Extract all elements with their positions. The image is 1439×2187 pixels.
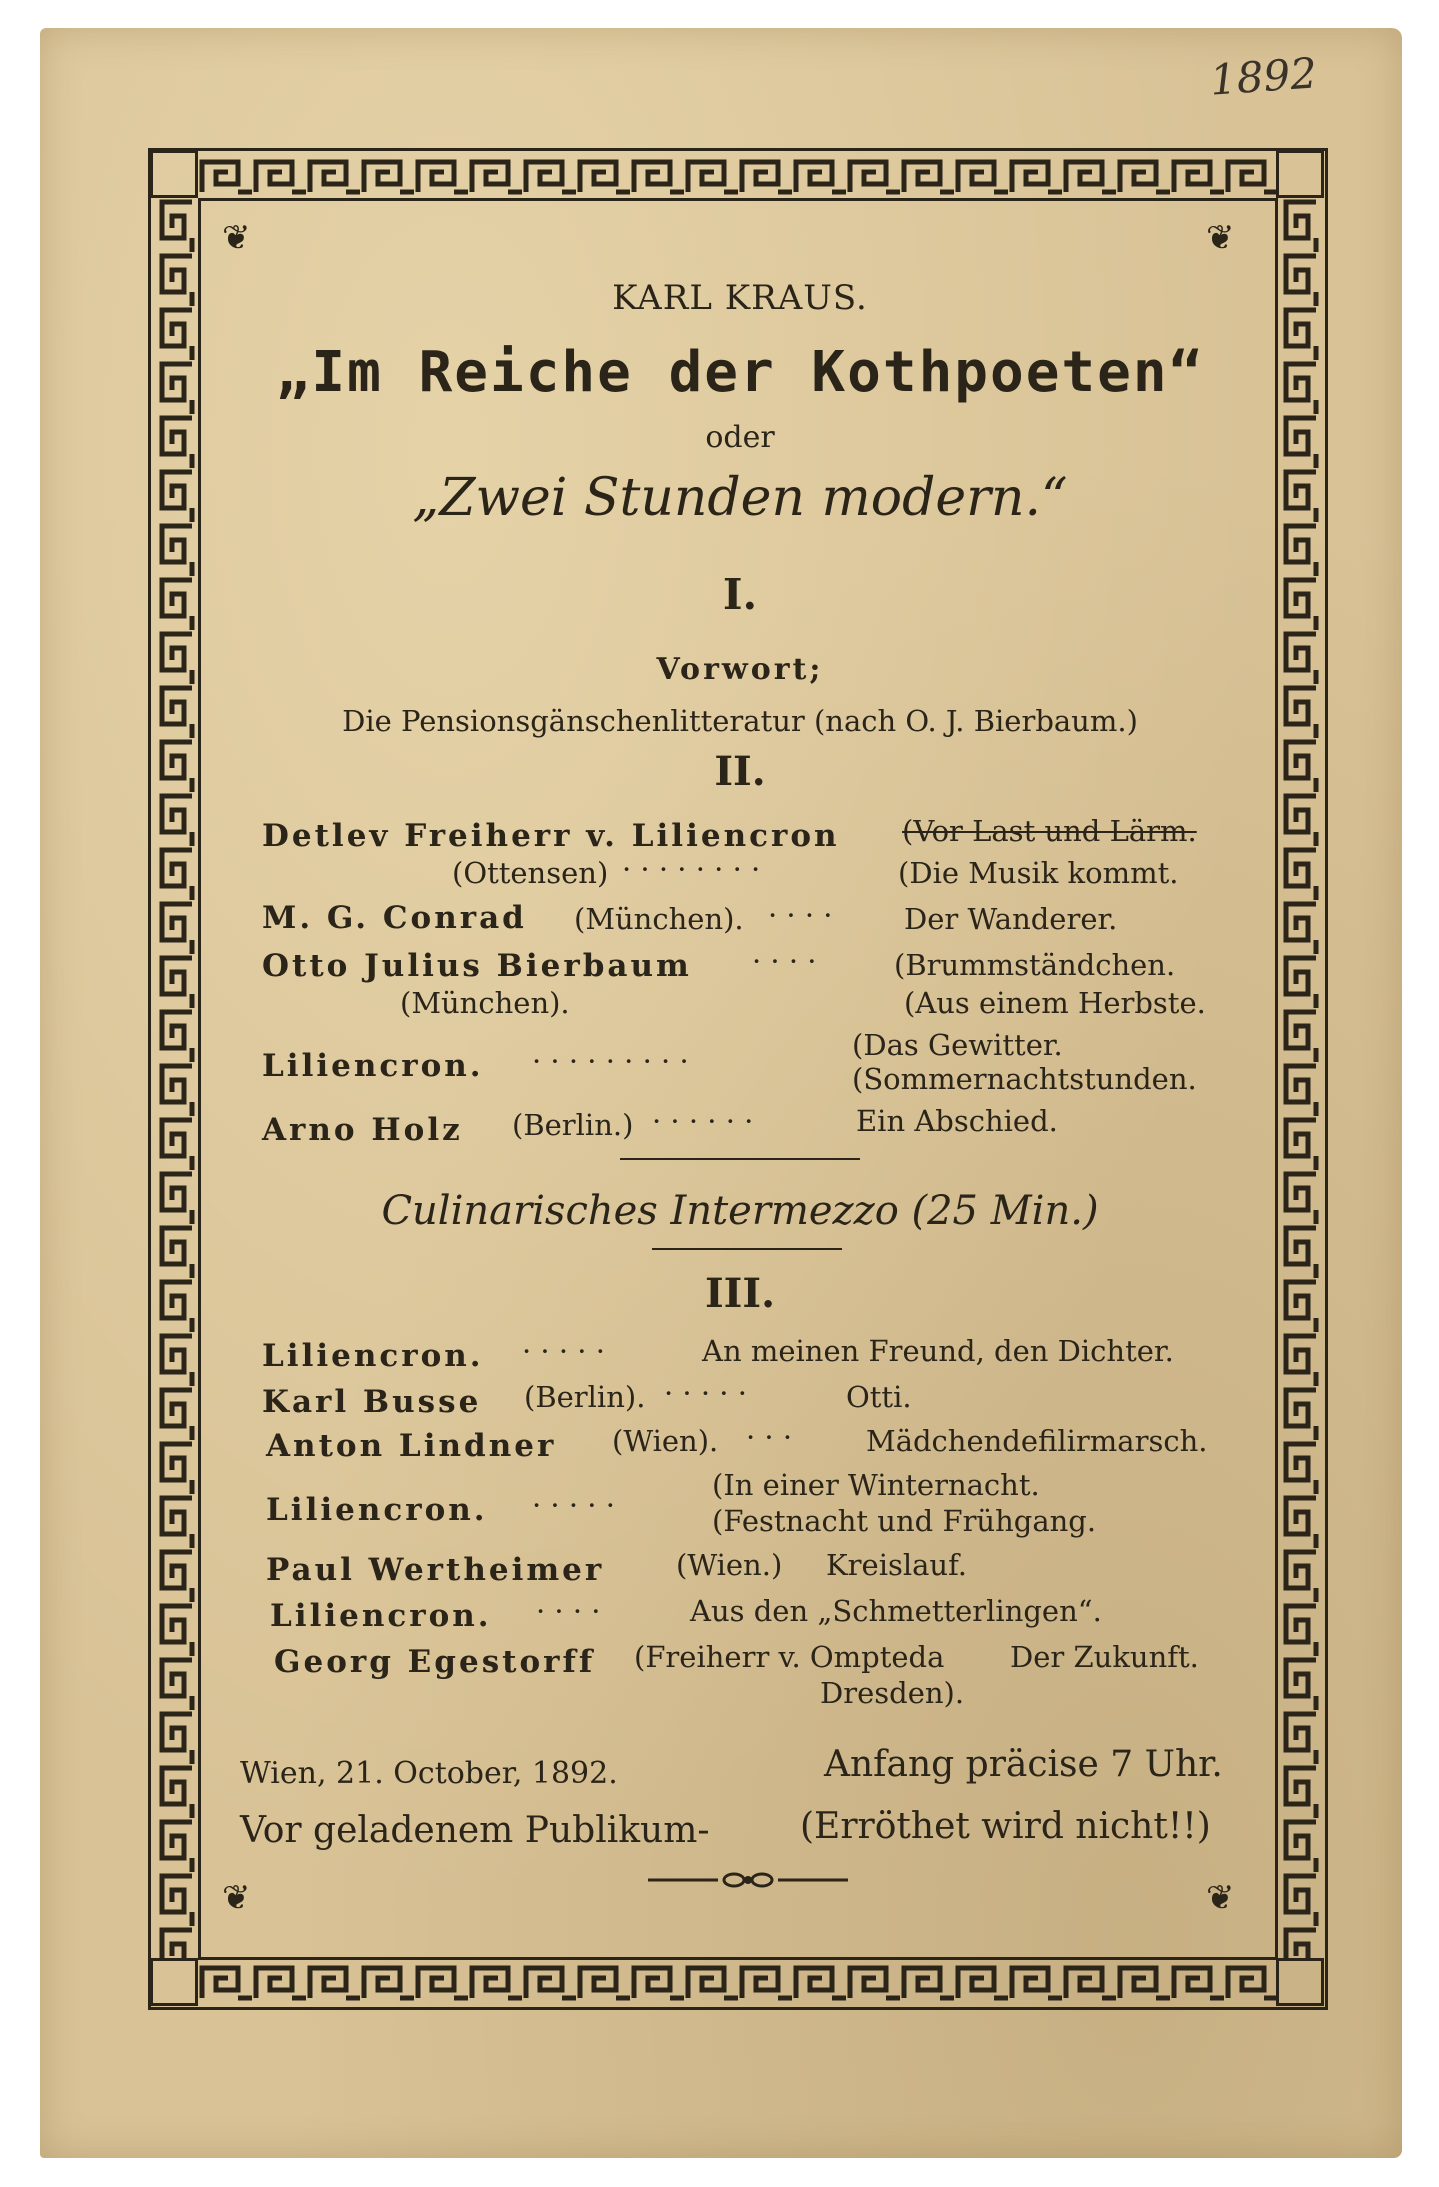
work-title: (Aus einem Herbste.	[904, 986, 1206, 1020]
fleuron-icon-top-left: ❦	[222, 218, 251, 258]
work-title: An meinen Freund, den Dichter.	[702, 1334, 1174, 1368]
leader-dots: · · · · · ·	[652, 1104, 754, 1138]
subtitle: „Zwei Stunden modern.“	[412, 468, 1068, 528]
work-title: Kreislauf.	[826, 1548, 968, 1582]
poet-name: Liliencron.	[270, 1598, 492, 1634]
work-title: (Vor Last und Lärm.	[902, 814, 1197, 848]
poet-name: Otto Julius Bierbaum	[262, 948, 692, 984]
tailpiece-ornament	[648, 1868, 848, 1892]
fleuron-icon-bottom-right: ❦	[1206, 1878, 1235, 1918]
intermezzo-heading: Culinarisches Intermezzo (25 Min.)	[381, 1188, 1099, 1234]
meander-border-left	[154, 198, 198, 1960]
poet-origin: (München).	[574, 902, 744, 936]
blush-note: (Erröthet wird nicht!!)	[800, 1806, 1211, 1847]
poet-name: Georg Egestorff	[274, 1644, 596, 1680]
poet-name: Liliencron.	[266, 1492, 488, 1528]
title-connector: oder	[705, 420, 775, 455]
part-one-line: Die Pensionsgänschenlitteratur (nach O. J. Bierbaum.)	[342, 704, 1138, 738]
work-title: Mädchendefilirmarsch.	[866, 1424, 1208, 1458]
work-title: Der Zukunft.	[1010, 1640, 1199, 1674]
work-title: Otti.	[846, 1380, 912, 1414]
poet-name: Liliencron.	[262, 1338, 484, 1374]
poet-name: Paul Wertheimer	[266, 1552, 605, 1588]
poet-name: Detlev Freiherr v. Liliencron	[262, 818, 840, 854]
poet-origin: (Berlin).	[524, 1380, 646, 1414]
leader-dots: · · · · ·	[664, 1376, 747, 1410]
part-three-numeral: III.	[704, 1270, 776, 1317]
leader-dots: · · ·	[746, 1420, 793, 1454]
leader-dots: · · · · ·	[522, 1334, 605, 1368]
work-title: (Festnacht und Frühgang.	[712, 1504, 1097, 1538]
part-one-heading: Vorwort;	[656, 652, 824, 687]
handwritten-year: 1892	[1208, 48, 1319, 105]
fleuron-icon-top-right: ❦	[1206, 218, 1235, 258]
part-two-numeral: II.	[714, 748, 766, 795]
work-title: (Das Gewitter.	[852, 1028, 1063, 1062]
poet-name: Karl Busse	[262, 1384, 482, 1420]
fleuron-icon-bottom-left: ❦	[222, 1878, 251, 1918]
work-title: Der Wanderer.	[904, 902, 1118, 936]
poet-name: Liliencron.	[262, 1048, 484, 1084]
corner-ornament-bottom-right	[1276, 1958, 1324, 2006]
audience-note: Vor geladenem Publikum-	[240, 1810, 710, 1851]
corner-ornament-top-right	[1276, 150, 1324, 198]
meander-border-right	[1278, 198, 1322, 1960]
corner-ornament-top-left	[150, 150, 198, 198]
work-title: (Brummständchen.	[894, 948, 1176, 982]
corner-ornament-bottom-left	[150, 1958, 198, 2006]
work-title: (Die Musik kommt.	[898, 856, 1179, 890]
title: „Im Reiche der Kothpoeten“	[275, 340, 1205, 405]
leader-dots: · · · · ·	[532, 1488, 615, 1522]
poet-origin: (München).	[400, 986, 570, 1020]
meander-border-top	[198, 154, 1278, 198]
work-title: Dresden).	[820, 1676, 965, 1710]
author-name: KARL KRAUS.	[612, 278, 868, 318]
poet-origin: (Ottensen)	[452, 856, 609, 890]
meander-border-bottom	[198, 1960, 1278, 2004]
poet-name: M. G. Conrad	[262, 900, 527, 936]
work-title: Aus den „Schmetterlingen“.	[690, 1594, 1102, 1628]
poet-name: Anton Lindner	[266, 1428, 557, 1464]
poet-name: Arno Holz	[262, 1112, 463, 1148]
poet-origin: (Freiherr v. Ompteda	[634, 1640, 945, 1674]
start-time: Anfang präcise 7 Uhr.	[824, 1744, 1223, 1785]
section-divider	[620, 1158, 860, 1160]
work-title: Ein Abschied.	[856, 1104, 1058, 1138]
leader-dots: · · · ·	[536, 1594, 601, 1628]
leader-dots: · · · · · · · ·	[622, 852, 761, 886]
poet-origin: (Wien.)	[676, 1548, 783, 1582]
performance-date: Wien, 21. October, 1892.	[240, 1756, 618, 1791]
part-one-numeral: I.	[722, 570, 758, 619]
work-title: (Sommernachtstunden.	[852, 1062, 1197, 1096]
intermezzo-underline	[652, 1248, 842, 1250]
work-title: (In einer Winternacht.	[712, 1468, 1040, 1502]
poet-origin: (Wien).	[612, 1424, 719, 1458]
leader-dots: · · · ·	[768, 898, 833, 932]
poet-origin: (Berlin.)	[512, 1108, 634, 1142]
leader-dots: · · · · · · · · ·	[532, 1044, 689, 1078]
leader-dots: · · · ·	[752, 944, 817, 978]
